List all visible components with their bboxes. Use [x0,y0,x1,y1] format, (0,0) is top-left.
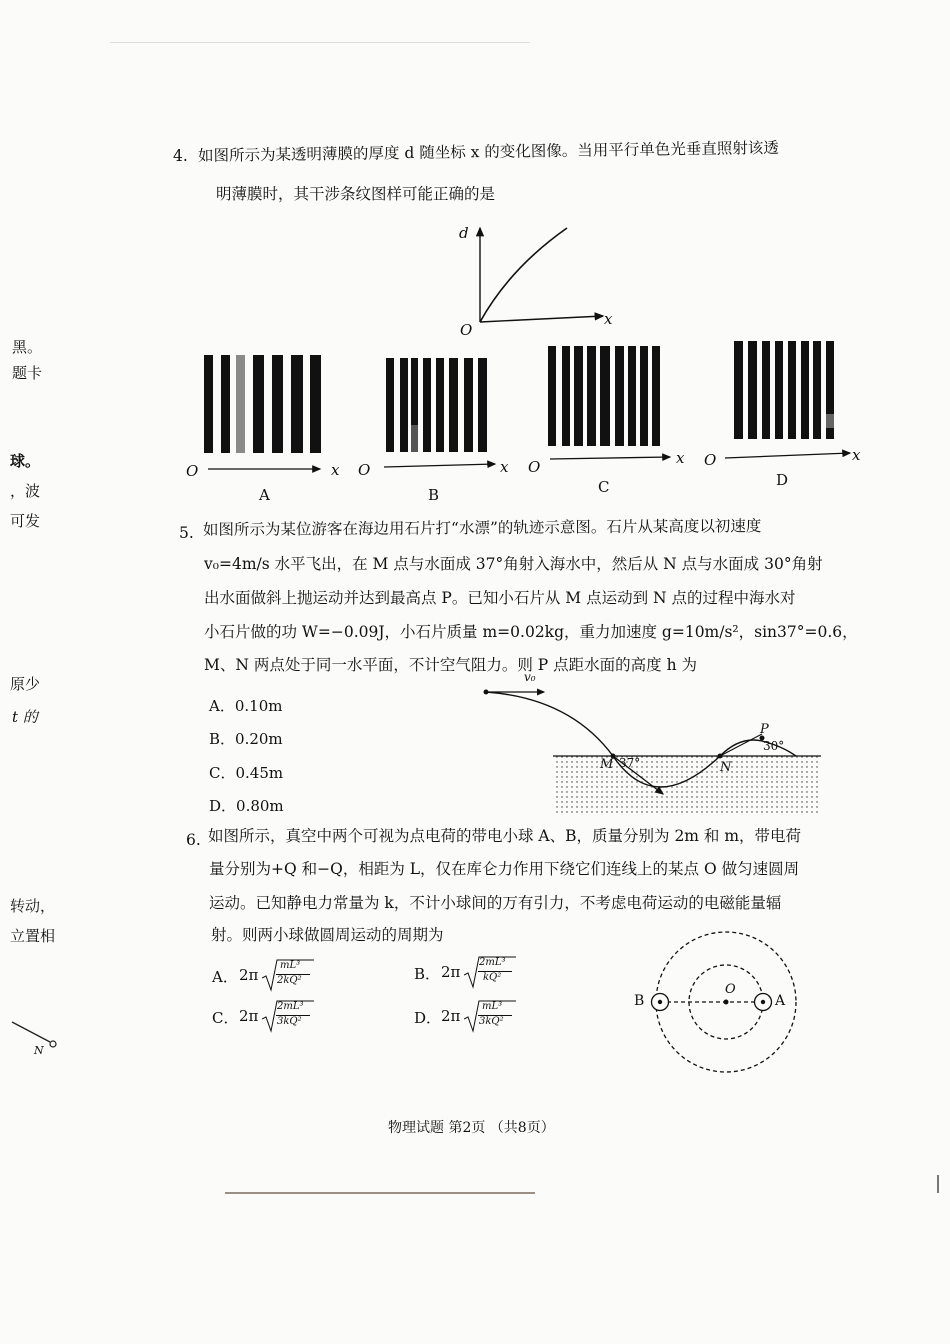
fringe-pattern-a [180,345,350,480]
fraction-denominator: kQ² [483,972,502,983]
option-letter: C． [212,1009,239,1027]
q6-text-line: 运动。已知静电力常量为 k，不计小球间的万有引力，不考虑电荷运动的电磁能量辐 [209,894,782,912]
fringe-pattern-c [530,335,700,470]
q5-point-n: N [720,760,732,775]
margin-fragment: 黑。 [12,338,43,356]
margin-fragment: 球。 [10,452,41,470]
margin-fragment: t 的 [12,708,38,726]
q6-center-o-label: O [725,982,736,997]
pattern-d-x: x [852,446,861,464]
pattern-a-label: A [259,486,270,504]
graph-origin-label: O [460,321,473,339]
q4-text-line-1: 如图所示为某透明薄膜的厚度 d 随坐标 x 的变化图像。当用平行单色光垂直照射该透 [197,138,779,165]
fraction-numerator: mL³ [482,1001,503,1012]
option-coefficient: 2π [239,966,259,984]
graph-y-axis-label: d [459,224,469,242]
option-letter: B． [414,965,441,983]
margin-fragment: 可发 [10,512,41,530]
q5-text-line: M、N 两点处于同一水平面，不计空气阻力。则 P 点距水面的高度 h 为 [204,656,697,674]
pattern-c-x: x [676,449,685,467]
q4-d-x-graph [455,220,625,340]
page-footer: 物理试题 第2页 （共8页） [388,1120,555,1136]
pattern-c-origin: O [528,458,541,476]
fraction-denominator: 3kQ² [479,1016,504,1027]
q5-text-line: v₀=4m/s 水平飞出，在 M 点与水面成 37°角射入海水中，然后从 N 点与水面成 30°角射 [204,555,823,573]
pattern-c-label: C [598,478,610,496]
margin-fragment: N [34,1044,44,1057]
q4-text-line-2: 明薄膜时，其干涉条纹图样可能正确的是 [216,185,496,203]
pattern-d-origin: O [704,451,717,469]
option-coefficient: 2π [441,963,461,981]
q6-text-line: 量分别为+Q 和−Q，相距为 L，仅在库仑力作用下绕它们连线上的某点 O 做匀速圆周 [209,860,800,878]
graph-x-axis-label: x [604,310,613,328]
q5-option-c: C．0.45m [209,764,284,782]
fringe-pattern-d [705,330,875,465]
fraction-numerator: 2mL³ [479,957,506,968]
q5-number: 5. [179,524,194,542]
pattern-a-x: x [331,461,340,479]
option-coefficient: 2π [239,1007,259,1025]
scan-line-top [110,42,530,43]
fraction-denominator: 2kQ² [277,975,302,986]
q6-number: 6. [186,831,201,849]
fraction-numerator: mL³ [280,960,301,971]
pattern-b-x: x [500,458,509,476]
q6-ball-b-label: B [634,993,645,1009]
q5-angle-m: 37° [619,756,641,770]
margin-fragment: 立置相 [10,927,56,945]
option-letter: A． [212,968,238,986]
pattern-b-origin: O [358,461,371,479]
q5-option-b: B．0.20m [209,730,283,748]
q5-v0-label: v₀ [524,670,536,684]
fraction-numerator: 2mL³ [277,1001,304,1012]
pattern-b-label: B [428,486,440,504]
q5-point-p: P [760,722,769,737]
q5-option-a: A．0.10m [209,697,283,715]
q5-text-line: 小石片做的功 W=−0.09J，小石片质量 m=0.02kg，重力加速度 g=10m/s²，sin37°=0.6， [204,623,858,641]
q6-ball-a-label: A [775,993,786,1009]
q5-point-m: M [600,757,614,772]
option-letter: D． [414,1009,442,1027]
q5-text-line: 出水面做斜上抛运动并达到最高点 P。已知小石片从 M 点运动到 N 点的过程中海水对 [204,589,796,607]
margin-fragment: 原少 [10,675,41,693]
q6-text-line: 射。则两小球做圆周运动的周期为 [211,926,444,944]
pattern-a-origin: O [186,462,199,480]
q5-text-line: 如图所示为某位游客在海边用石片打“水漂”的轨迹示意图。石片从某高度以初速度 [202,517,762,539]
fraction-denominator: 3kQ² [277,1016,302,1027]
margin-fragment: 题卡 [12,364,43,382]
margin-fragment: 转动， [10,897,56,915]
scan-line-bottom [225,1192,535,1194]
scan-mark-right [937,1175,939,1193]
q4-number: 4. [173,147,188,165]
margin-fragment: ，波 [10,482,41,500]
q5-angle-n: 30° [763,739,785,753]
q6-text-line: 如图所示，真空中两个可视为点电荷的带电小球 A、B，质量分别为 2m 和 m，带电荷 [208,827,802,845]
q5-option-d: D．0.80m [209,797,284,815]
pattern-d-label: D [776,471,789,489]
option-coefficient: 2π [441,1007,461,1025]
